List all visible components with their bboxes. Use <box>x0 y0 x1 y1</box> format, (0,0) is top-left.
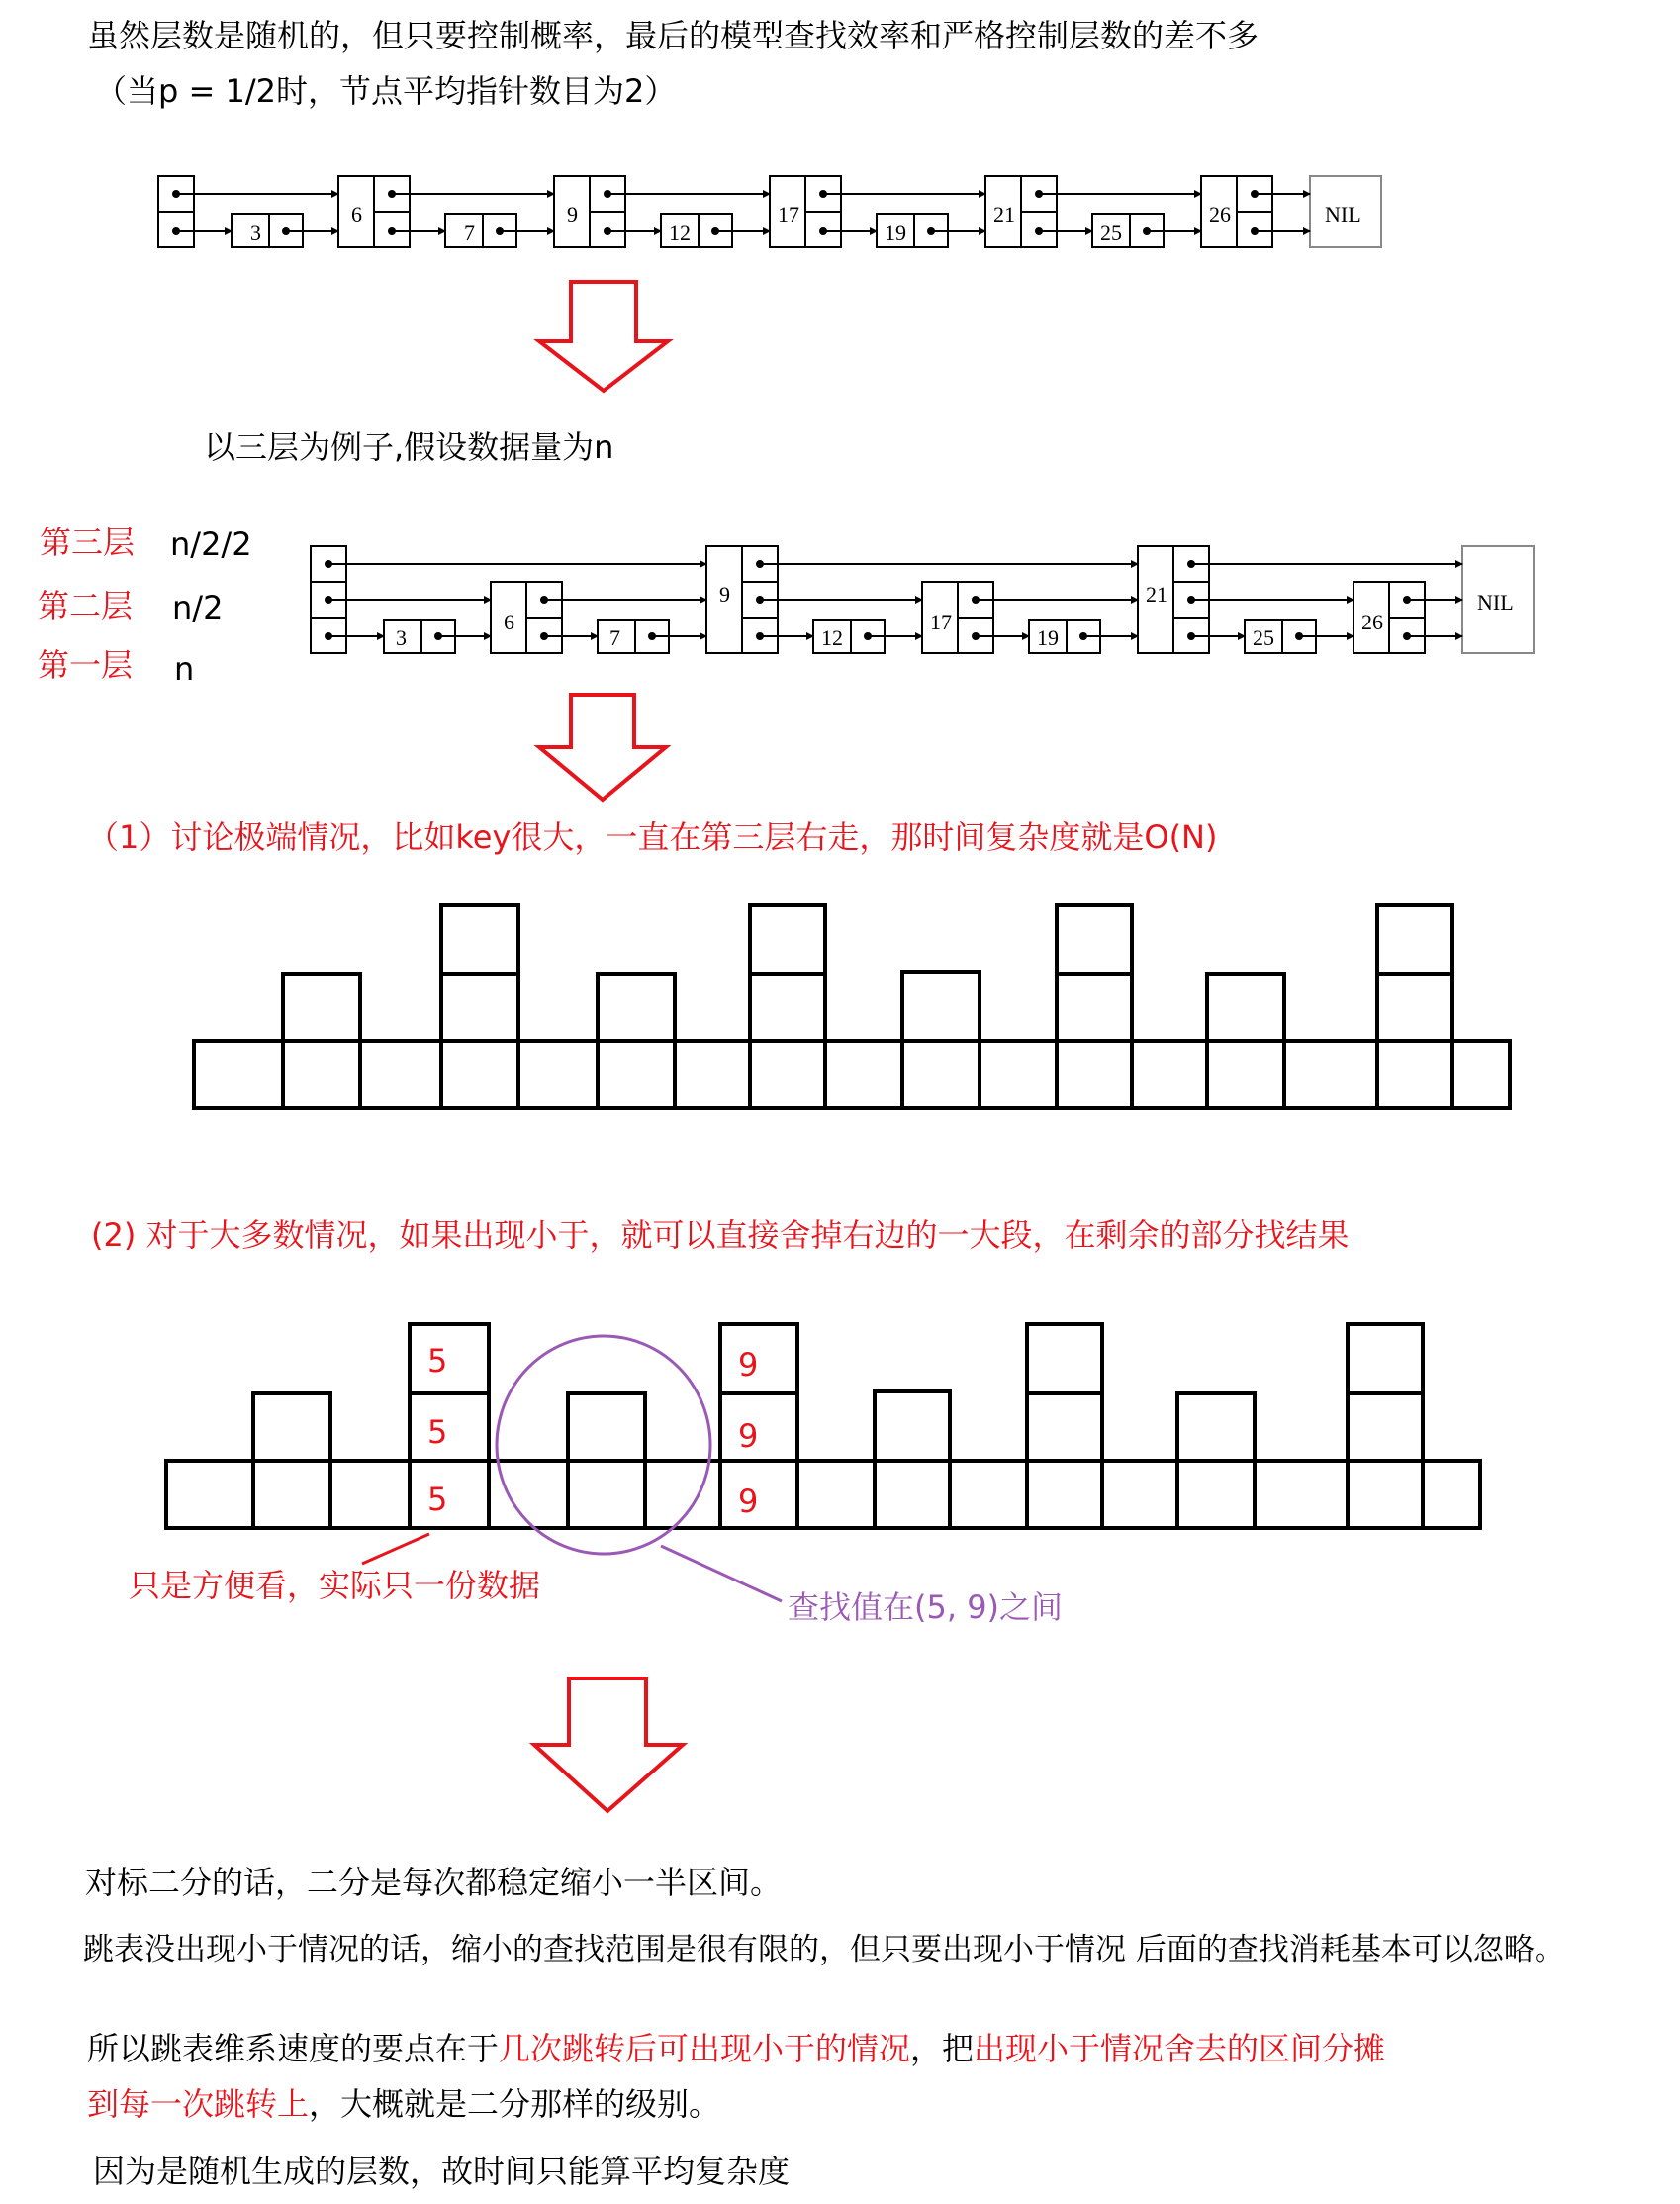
level-3-count: n/2/2 <box>170 526 252 563</box>
sl1-dots <box>172 190 1259 235</box>
grid2-cell-l2-nine <box>720 1393 797 1461</box>
grid-1 <box>194 905 1510 1108</box>
sl2-label-25: 25 <box>1253 625 1274 650</box>
grid1-cell-l2 <box>1377 974 1452 1041</box>
level-2-count: n/2 <box>172 589 224 626</box>
sl1-label-3: 3 <box>250 220 261 244</box>
grid2-cell-l2 <box>253 1393 330 1461</box>
grid2-cell-l2-five <box>410 1393 489 1461</box>
skiplist-three-level <box>311 546 1534 653</box>
grid2-nine-mid: 9 <box>738 1417 759 1455</box>
conclusion-line-1: 对标二分的话，二分是每次都稳定缩小一半区间。 <box>85 1864 783 1901</box>
grid1-cell-l2 <box>902 972 980 1041</box>
down-arrow-3 <box>534 1678 683 1811</box>
grid2-cell-l3 <box>1027 1324 1102 1393</box>
sl2-label-26: 26 <box>1361 610 1383 634</box>
sl1-label-9: 9 <box>567 202 578 227</box>
conclusion-line-3-a: 所以跳表维系速度的要点在于 <box>87 2030 500 2067</box>
sl1-label-17: 17 <box>778 202 799 227</box>
case-1-text: （1）讨论极端情况，比如key很大，一直在第三层右走，那时间复杂度就是O(N) <box>87 818 1218 856</box>
down-arrow-1 <box>539 282 668 391</box>
sl2-label-nil: NIL <box>1477 590 1514 615</box>
grid2-five-mid: 5 <box>427 1413 448 1451</box>
intro-line-2: （当p = 1/2时，节点平均指针数目为2） <box>95 72 677 110</box>
sl2-label-19: 19 <box>1037 625 1059 650</box>
down-arrow-2 <box>539 695 666 800</box>
grid1-cell-l3 <box>1377 905 1452 974</box>
grid2-five-bottom: 5 <box>427 1481 448 1518</box>
sl2-label-6: 6 <box>504 610 514 634</box>
conclusion-line-3-c: ，把 <box>910 2030 975 2067</box>
grid2-cell-l2 <box>568 1393 645 1461</box>
grid2-base-row <box>166 1461 1480 1528</box>
sl2-label-12: 12 <box>821 625 843 650</box>
grid1-cell-l2 <box>750 974 825 1041</box>
conclusion-line-3-d: 出现小于情况舍去的区间分摊 <box>974 2030 1386 2067</box>
same-data-pointer-line <box>362 1534 429 1564</box>
grid2-cell-l3-five <box>410 1324 489 1393</box>
grid2-cell-l2 <box>875 1391 950 1461</box>
grid1-cell-l2 <box>598 974 675 1041</box>
grid2-cell-l3-nine <box>720 1324 797 1393</box>
grid2-cell-l2 <box>1177 1393 1255 1461</box>
grid1-cell-l3 <box>750 905 825 974</box>
sl1-label-12: 12 <box>669 220 691 244</box>
conclusion-line-3-b: 几次跳转后可出现小于的情况 <box>499 2030 911 2067</box>
conclusion-line-5: 因为是随机生成的层数，故时间只能算平均复杂度 <box>93 2153 791 2190</box>
sl2-label-17: 17 <box>930 610 952 634</box>
grid-2 <box>166 1324 1480 1528</box>
sl2-label-7: 7 <box>609 625 620 650</box>
same-data-note: 只是方便看，实际只一份数据 <box>129 1567 541 1604</box>
conclusion-line-4-b: ，大概就是二分那样的级别。 <box>309 2085 721 2123</box>
skiplist-two-level <box>158 176 1381 247</box>
grid1-cell-l3 <box>1057 905 1132 974</box>
grid2-five-top: 5 <box>427 1342 448 1380</box>
grid1-cell-l2 <box>1207 974 1284 1041</box>
grid2-cell-l2 <box>1027 1393 1102 1461</box>
sl1-label-26: 26 <box>1209 202 1231 227</box>
grid2-cell-l3 <box>1348 1324 1423 1393</box>
grid1-cell-l2 <box>283 974 360 1041</box>
sl1-label-nil: NIL <box>1325 202 1361 227</box>
grid1-cell-l3 <box>441 905 518 974</box>
range-note: 查找值在(5, 9)之间 <box>788 1588 1064 1626</box>
sl1-label-7: 7 <box>464 220 475 244</box>
sl2-labels <box>396 582 1514 650</box>
grid2-nine-bottom: 9 <box>738 1483 759 1520</box>
sl1-label-6: 6 <box>351 202 362 227</box>
intro-line-1: 虽然层数是随机的，但只要控制概率，最后的模型查找效率和严格控制层数的差不多 <box>87 17 1260 54</box>
case-2-text: (2) 对于大多数情况，如果出现小于，就可以直接舍掉右边的一大段，在剩余的部分找结果 <box>91 1216 1350 1254</box>
grid1-cell-l2 <box>441 974 518 1041</box>
conclusion-line-4-a: 到每一次跳转上 <box>87 2085 310 2123</box>
level-1-name: 第一层 <box>38 646 134 684</box>
range-highlight-circle <box>497 1336 710 1554</box>
range-pointer-line <box>661 1546 782 1601</box>
sl2-label-21: 21 <box>1146 582 1167 607</box>
grid1-cell-l2 <box>1057 974 1132 1041</box>
level-2-name: 第二层 <box>38 587 134 624</box>
level-3-name: 第三层 <box>40 524 136 561</box>
example-caption: 以三层为例子,假设数据量为n <box>204 429 614 466</box>
sl2-label-3: 3 <box>396 625 407 650</box>
sl1-label-25: 25 <box>1100 220 1122 244</box>
grid1-base-row <box>194 1041 1510 1108</box>
sl1-label-19: 19 <box>885 220 906 244</box>
sl1-label-21: 21 <box>993 202 1015 227</box>
grid2-cell-l2 <box>1348 1393 1423 1461</box>
sl2-label-9: 9 <box>719 582 730 607</box>
level-1-count: n <box>174 650 195 688</box>
conclusion-line-2: 跳表没出现小于情况的话，缩小的查找范围是很有限的，但只要出现小于情况 后面的查找消耗基本可以忽略。 <box>83 1932 1565 1967</box>
grid2-nine-top: 9 <box>738 1346 759 1384</box>
